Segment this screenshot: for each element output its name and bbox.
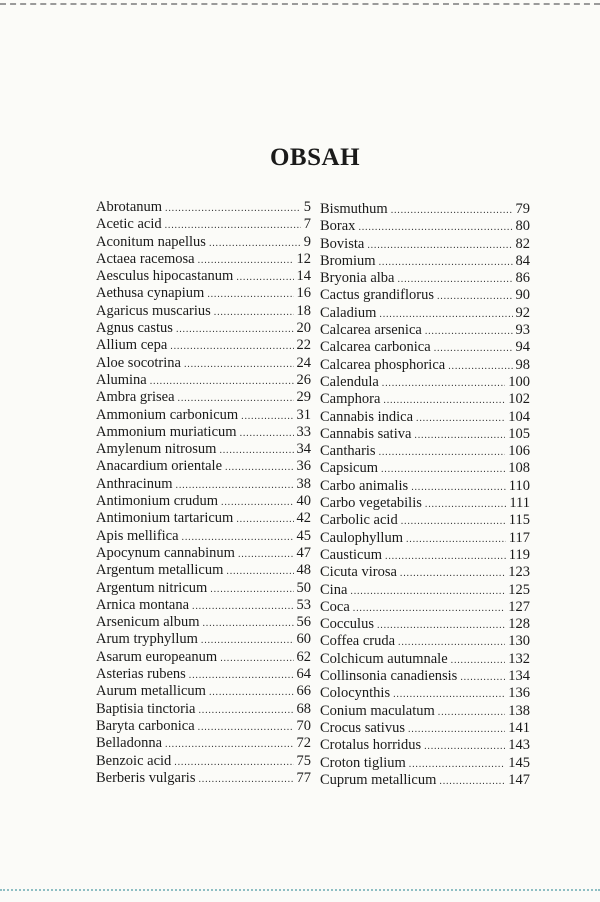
toc-entry-name: Actaea racemosa	[96, 250, 195, 267]
toc-entry-page-number: 119	[508, 546, 530, 563]
toc-entry-page-number: 106	[508, 443, 530, 460]
toc-entry	[320, 218, 530, 235]
toc-entry-name: Antimonium crudum	[96, 493, 219, 510]
toc-entry-page-number: 18	[296, 302, 311, 319]
toc-entry	[320, 633, 530, 650]
dot-leader	[424, 738, 505, 755]
toc-entry-name: Cannabis indica	[320, 408, 414, 425]
toc-entry-page-number: 14	[296, 268, 311, 285]
toc-entry-name: Agnus castus	[96, 320, 173, 337]
toc-entry	[96, 597, 311, 614]
toc-entry-page-number: 143	[508, 737, 530, 754]
toc-entry-name: Apis mellifica	[96, 527, 179, 544]
toc-entry	[96, 285, 311, 302]
dot-leader	[414, 427, 505, 444]
dot-leader	[198, 719, 294, 736]
dot-leader	[437, 288, 513, 305]
toc-entry	[320, 530, 530, 547]
dot-leader	[203, 615, 294, 632]
dot-leader	[165, 736, 293, 753]
toc-entry-name: Conium maculatum	[320, 702, 435, 719]
toc-entry	[320, 357, 530, 374]
toc-entry-name: Arnica montana	[96, 596, 190, 613]
dot-leader	[236, 269, 293, 286]
toc-column-left	[96, 199, 311, 787]
toc-entry	[320, 582, 530, 599]
toc-entry	[96, 268, 311, 285]
toc-entry-name: Camphora	[320, 391, 381, 408]
dot-leader	[219, 442, 293, 459]
toc-entry	[320, 236, 530, 253]
toc-entry	[96, 424, 311, 441]
dot-leader	[209, 235, 301, 252]
toc-entry	[320, 478, 530, 495]
toc-entry-page-number: 56	[296, 614, 311, 631]
dot-leader	[408, 721, 505, 738]
toc-entry-name: Ambra grisea	[96, 389, 175, 406]
toc-entry-name: Asarum europeanum	[96, 648, 218, 665]
dot-leader	[210, 581, 293, 598]
toc-entry-name: Croton tiglium	[320, 754, 406, 771]
toc-entry-page-number: 48	[296, 562, 311, 579]
toc-entry-page-number: 20	[296, 320, 311, 337]
toc-entry-page-number: 93	[515, 322, 530, 339]
toc-entry-page-number: 16	[296, 285, 311, 302]
toc-entry-page-number: 105	[508, 425, 530, 442]
toc-entry-name: Bovista	[320, 235, 365, 252]
dot-leader	[198, 702, 293, 719]
dot-leader	[425, 323, 513, 340]
toc-entry	[320, 339, 530, 356]
toc-entry	[96, 545, 311, 562]
dot-leader	[379, 306, 512, 323]
toc-entry	[96, 234, 311, 251]
toc-entry	[96, 216, 311, 233]
dot-leader	[400, 565, 505, 582]
toc-entry-page-number: 145	[508, 754, 530, 771]
toc-entry	[320, 599, 530, 616]
toc-entry-name: Cocculus	[320, 616, 374, 633]
toc-entry-page-number: 68	[296, 700, 311, 717]
dot-leader	[393, 686, 505, 703]
toc-entry-name: Carbolic acid	[320, 512, 398, 529]
dot-leader	[382, 375, 505, 392]
dot-leader	[220, 650, 293, 667]
toc-entry-name: Aethusa cynapium	[96, 285, 205, 302]
toc-entry-name: Argentum metallicum	[96, 562, 224, 579]
dot-leader	[238, 546, 294, 563]
toc-entry-name: Aconitum napellus	[96, 233, 206, 250]
toc-entry-name: Baptisia tinctoria	[96, 700, 196, 717]
toc-entry-page-number: 134	[508, 668, 530, 685]
toc-entry-name: Anthracinum	[96, 475, 173, 492]
toc-entry-page-number: 24	[296, 354, 311, 371]
toc-entry	[320, 322, 530, 339]
dot-leader	[385, 548, 506, 565]
dot-leader	[207, 286, 293, 303]
dot-leader	[198, 771, 293, 788]
toc-entry	[320, 374, 530, 391]
toc-entry-page-number: 36	[296, 458, 311, 475]
dot-leader	[448, 358, 512, 375]
dot-leader	[174, 754, 293, 771]
toc-entry	[96, 735, 311, 752]
dot-leader	[165, 217, 301, 234]
toc-entry-name: Calcarea arsenica	[320, 322, 422, 339]
toc-entry-name: Alumina	[96, 371, 147, 388]
toc-entry	[96, 251, 311, 268]
toc-entry-name: Causticum	[320, 546, 383, 563]
toc-entry	[320, 703, 530, 720]
toc-entry-page-number: 72	[296, 735, 311, 752]
dot-leader	[350, 583, 505, 600]
toc-entry-name: Aurum metallicum	[96, 683, 206, 700]
toc-entry	[96, 493, 311, 510]
dot-leader	[379, 254, 513, 271]
toc-entry	[320, 755, 530, 772]
toc-entry	[96, 683, 311, 700]
toc-entry-name: Coffea cruda	[320, 633, 396, 650]
toc-entry-page-number: 26	[296, 371, 311, 388]
dot-leader	[236, 511, 293, 528]
toc-entry-name: Allium cepa	[96, 337, 168, 354]
bottom-border-rule	[0, 889, 600, 891]
toc-entry	[96, 355, 311, 372]
toc-entry-name: Ammonium carbonicum	[96, 406, 239, 423]
toc-entry-page-number: 7	[303, 216, 311, 233]
toc-entry-page-number: 102	[508, 391, 530, 408]
toc-entry-page-number: 117	[508, 529, 530, 546]
toc-entry-name: Agaricus muscarius	[96, 302, 211, 319]
toc-entry	[96, 199, 311, 216]
toc-entry	[320, 616, 530, 633]
toc-entry-page-number: 123	[508, 564, 530, 581]
toc-entry-page-number: 29	[296, 389, 311, 406]
toc-entry	[320, 443, 530, 460]
toc-entry-name: Crotalus horridus	[320, 737, 422, 754]
toc-entry-name: Ammonium muriaticum	[96, 423, 237, 440]
toc-entry-page-number: 62	[296, 648, 311, 665]
toc-entry	[96, 372, 311, 389]
dot-leader	[240, 425, 294, 442]
toc-entry	[320, 495, 530, 512]
toc-entry-page-number: 92	[515, 304, 530, 321]
toc-entry-name: Bromium	[320, 252, 376, 269]
toc-entry-name: Cicuta virosa	[320, 564, 397, 581]
dot-leader	[434, 340, 513, 357]
toc-entry-page-number: 80	[515, 218, 530, 235]
toc-entry-name: Calcarea phosphorica	[320, 356, 446, 373]
dot-leader	[178, 390, 294, 407]
toc-entry	[96, 701, 311, 718]
toc-entry	[96, 562, 311, 579]
toc-entry-name: Baryta carbonica	[96, 717, 195, 734]
toc-entry	[96, 303, 311, 320]
dot-leader	[383, 392, 505, 409]
dot-leader	[184, 356, 294, 373]
dot-leader	[226, 563, 293, 580]
toc-entry-page-number: 34	[296, 441, 311, 458]
toc-entry-name: Belladonna	[96, 735, 163, 752]
toc-entry	[320, 512, 530, 529]
toc-entry-page-number: 66	[296, 683, 311, 700]
dot-leader	[401, 513, 506, 530]
toc-entry-name: Caladium	[320, 304, 377, 321]
dot-leader	[439, 773, 505, 790]
toc-entry	[96, 649, 311, 666]
toc-entry-name: Capsicum	[320, 460, 378, 477]
toc-entry-page-number: 84	[515, 252, 530, 269]
toc-entry	[96, 337, 311, 354]
toc-entry-name: Berberis vulgaris	[96, 769, 196, 786]
toc-entry-name: Cuprum metallicum	[320, 771, 437, 788]
toc-entry-name: Calcarea carbonica	[320, 339, 431, 356]
dot-leader	[409, 756, 505, 773]
toc-entry-page-number: 125	[508, 581, 530, 598]
dot-leader	[398, 271, 513, 288]
dot-leader	[150, 373, 294, 390]
dot-leader	[189, 667, 294, 684]
toc-entry-page-number: 5	[303, 199, 311, 215]
toc-entry	[96, 666, 311, 683]
toc-entry-page-number: 82	[515, 235, 530, 252]
toc-entry-page-number: 136	[508, 685, 530, 702]
toc-entry	[96, 770, 311, 787]
toc-entry-page-number: 79	[515, 201, 530, 217]
toc-entry-page-number: 47	[296, 544, 311, 561]
toc-entry	[320, 564, 530, 581]
toc-entry	[96, 476, 311, 493]
toc-entry-page-number: 12	[296, 250, 311, 267]
toc-entry-page-number: 53	[296, 596, 311, 613]
toc-entry-name: Cannabis sativa	[320, 425, 412, 442]
toc-entry-name: Argentum nitricum	[96, 579, 208, 596]
toc-entry-name: Borax	[320, 218, 356, 235]
toc-entry	[320, 720, 530, 737]
dot-leader	[460, 669, 505, 686]
top-border-rule	[0, 3, 600, 5]
toc-entry-page-number: 108	[508, 460, 530, 477]
toc-entry	[96, 389, 311, 406]
dot-leader	[425, 496, 506, 513]
dot-leader	[377, 617, 505, 634]
dot-leader	[209, 684, 294, 701]
toc-entry-page-number: 64	[296, 666, 311, 683]
toc-entry	[320, 253, 530, 270]
dot-leader	[182, 529, 294, 546]
toc-entry-page-number: 115	[508, 512, 530, 529]
dot-leader	[406, 531, 506, 548]
dot-leader	[367, 237, 512, 254]
dot-leader	[241, 408, 293, 425]
dot-leader	[398, 634, 505, 651]
dot-leader	[214, 304, 294, 321]
toc-entry-name: Acetic acid	[96, 216, 162, 233]
toc-entry-page-number: 9	[303, 233, 311, 250]
dot-leader	[381, 461, 505, 478]
toc-entry-page-number: 31	[296, 406, 311, 423]
toc-entry	[320, 287, 530, 304]
toc-entry	[320, 685, 530, 702]
toc-entry-name: Apocynum cannabinum	[96, 544, 235, 561]
toc-entry-page-number: 40	[296, 493, 311, 510]
toc-entry	[96, 753, 311, 770]
toc-entry-page-number: 60	[296, 631, 311, 648]
dot-leader	[358, 219, 512, 236]
toc-entry-name: Aloe socotrina	[96, 354, 181, 371]
toc-entry	[320, 651, 530, 668]
dot-leader	[353, 600, 505, 617]
toc-entry-name: Amylenum nitrosum	[96, 441, 217, 458]
toc-entry	[96, 441, 311, 458]
toc-entry-name: Colchicum autumnale	[320, 650, 448, 667]
toc-entry-page-number: 138	[508, 702, 530, 719]
toc-entry-page-number: 50	[296, 579, 311, 596]
toc-entry-page-number: 77	[296, 769, 311, 786]
toc-entry-name: Coca	[320, 598, 350, 615]
dot-leader	[416, 410, 505, 427]
toc-entry	[96, 407, 311, 424]
toc-entry-page-number: 94	[515, 339, 530, 356]
toc-entry-page-number: 22	[296, 337, 311, 354]
toc-entry-name: Cactus grandiflorus	[320, 287, 434, 304]
toc-entry	[320, 460, 530, 477]
toc-entry-page-number: 147	[508, 771, 530, 788]
toc-entry	[96, 320, 311, 337]
toc-entry	[320, 270, 530, 287]
toc-entry-page-number: 42	[296, 510, 311, 527]
toc-entry	[96, 458, 311, 475]
toc-entry-name: Bismuthum	[320, 201, 388, 217]
toc-entry-page-number: 110	[508, 477, 530, 494]
toc-entry-page-number: 75	[296, 752, 311, 769]
toc-entry-name: Caulophyllum	[320, 529, 403, 546]
dot-leader	[170, 338, 293, 355]
toc-entry	[320, 426, 530, 443]
page-title: OBSAH	[269, 143, 361, 171]
dot-leader	[201, 632, 294, 649]
toc-entry	[320, 409, 530, 426]
toc-entry	[320, 391, 530, 408]
toc-entry-name: Cantharis	[320, 443, 376, 460]
toc-entry-page-number: 90	[515, 287, 530, 304]
toc-entry-name: Abrotanum	[96, 199, 163, 215]
toc-entry-page-number: 33	[296, 423, 311, 440]
toc-entry	[96, 631, 311, 648]
dot-leader	[165, 200, 301, 217]
toc-entry-name: Antimonium tartaricum	[96, 510, 234, 527]
toc-entry-page-number: 38	[296, 475, 311, 492]
toc-entry-name: Bryonia alba	[320, 270, 395, 287]
toc-entry	[320, 772, 530, 789]
toc-entry-page-number: 132	[508, 650, 530, 667]
toc-entry-page-number: 70	[296, 717, 311, 734]
toc-entry-page-number: 128	[508, 616, 530, 633]
toc-entry-page-number: 45	[296, 527, 311, 544]
toc-entry	[320, 305, 530, 322]
toc-entry-page-number: 86	[515, 270, 530, 287]
toc-entry	[320, 668, 530, 685]
toc-entry-name: Arsenicum album	[96, 614, 200, 631]
toc-entry-name: Carbo animalis	[320, 477, 409, 494]
toc-entry	[96, 718, 311, 735]
toc-entry-page-number: 141	[508, 719, 530, 736]
toc-entry-name: Cina	[320, 581, 348, 598]
toc-entry-page-number: 111	[509, 495, 530, 512]
dot-leader	[176, 321, 294, 338]
toc-entry-name: Anacardium orientale	[96, 458, 223, 475]
dot-leader	[438, 704, 505, 721]
toc-entry-page-number: 104	[508, 408, 530, 425]
dot-leader	[198, 252, 294, 269]
toc-entry-name: Collinsonia canadiensis	[320, 668, 458, 685]
toc-entry-name: Carbo vegetabilis	[320, 495, 422, 512]
toc-entry-page-number: 130	[508, 633, 530, 650]
toc-entry	[96, 580, 311, 597]
toc-entry	[96, 510, 311, 527]
dot-leader	[225, 459, 293, 476]
toc-entry	[96, 614, 311, 631]
toc-entry	[96, 528, 311, 545]
dot-leader	[221, 494, 293, 511]
toc-entry-page-number: 98	[515, 356, 530, 373]
toc-entry-name: Calendula	[320, 373, 379, 390]
toc-entry-name: Arum tryphyllum	[96, 631, 198, 648]
toc-entry-name: Aesculus hipocastanum	[96, 268, 234, 285]
toc-entry-name: Crocus sativus	[320, 719, 405, 736]
toc-entry-name: Colocynthis	[320, 685, 391, 702]
dot-leader	[451, 652, 506, 669]
dot-leader	[192, 598, 293, 615]
toc-entry	[320, 737, 530, 754]
dot-leader	[379, 444, 506, 461]
toc-entry-page-number: 127	[508, 598, 530, 615]
dot-leader	[391, 202, 513, 219]
dot-leader	[176, 477, 294, 494]
toc-entry-name: Benzoic acid	[96, 752, 172, 769]
toc-entry	[320, 547, 530, 564]
toc-entry	[320, 201, 530, 218]
toc-entry-page-number: 100	[508, 373, 530, 390]
toc-column-right	[320, 201, 530, 789]
dot-leader	[411, 479, 506, 496]
toc-entry-name: Asterias rubens	[96, 666, 186, 683]
